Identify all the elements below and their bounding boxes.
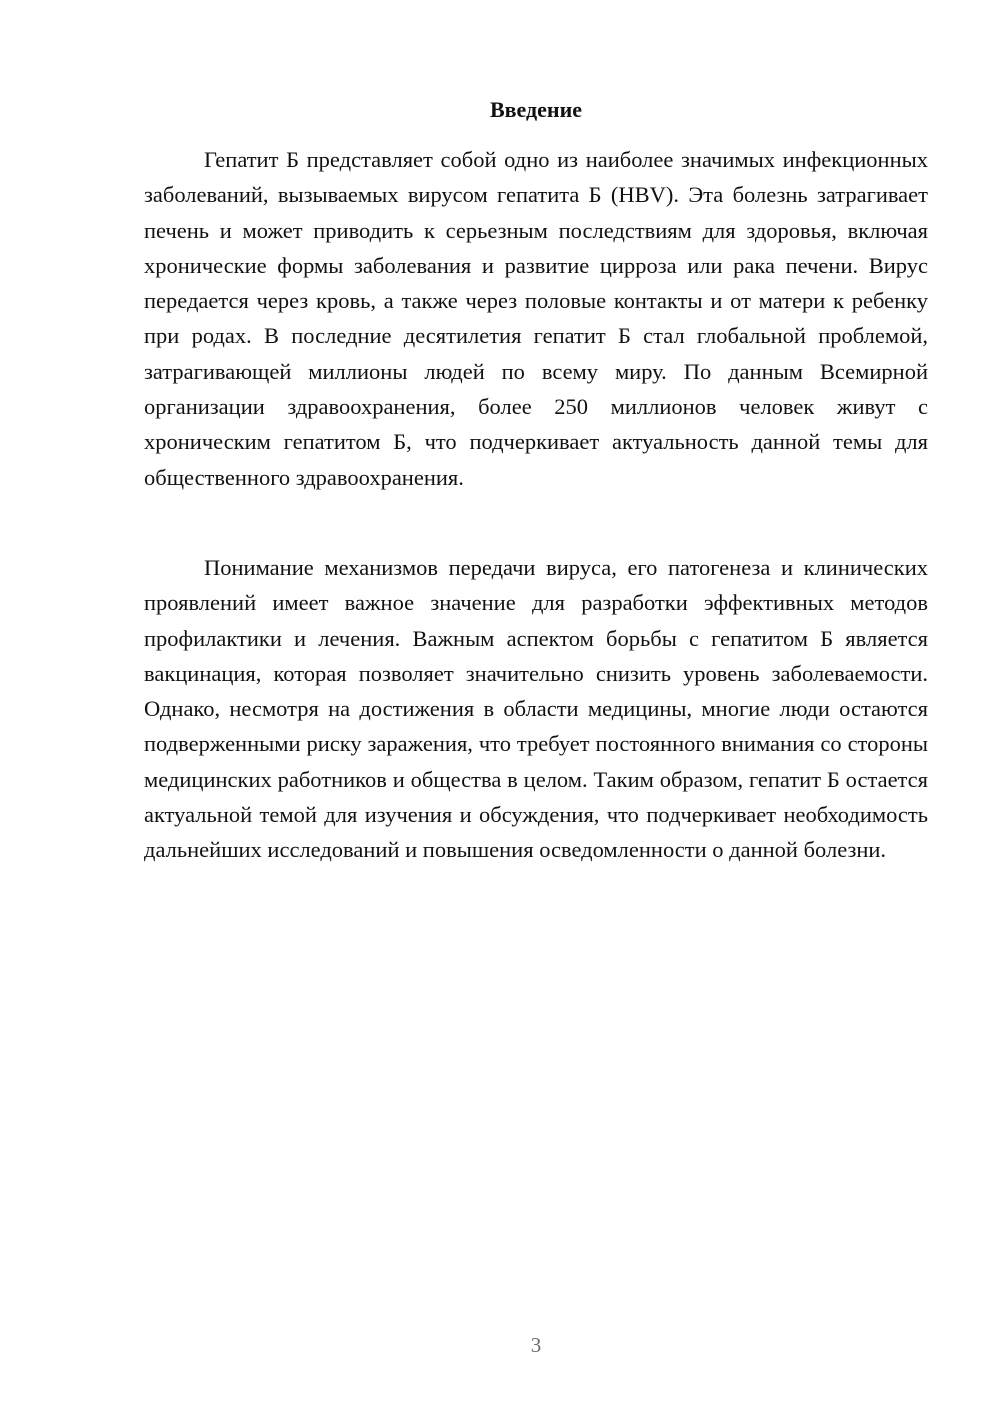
paragraph-2: Понимание механизмов передачи вируса, его патогенеза и клинических проявлений имеет важное значение для разработки эффективных методов профилактики и лечения. Важным аспектом борьбы с гепатитом Б является вакцинация, которая позволяет значительно снизить уровень заболеваемости. Однако, несмотря на достижения в области медицины, многие люди остаются подверженными риску заражения, что требует постоянного внимания со стороны медицинских работников и общества в целом. Таким образом, гепатит Б остается актуальной темой для изучения и обсуждения, что подчеркивает необходимость дальнейших исследований и повышения осведомленности о данной болезни. — [144, 555, 928, 863]
page-number: 3 — [530, 1333, 542, 1357]
section-heading-container — [144, 95, 928, 125]
section-heading: Введение — [489, 97, 583, 122]
paragraph-1: Гепатит Б представляет собой одно из наиболее значимых инфекционных заболеваний, вызываемых вирусом гепатита Б (HBV). Эта болезнь затрагивает печень и может приводить к серьезным последствиям для здоровья, включая хронические формы заболевания и развитие цирроза или рака печени. Вирус передается через кровь, а также через половые контакты и от матери к ребенку при родах. В последние десятилетия гепатит Б стал глобальной проблемой, затрагивающей миллионы людей по всему миру. По данным Всемирной организации здравоохранения, более 250 миллионов человек живут с хроническим гепатитом Б, что подчеркивает актуальность данной темы для общественного здравоохранения. — [144, 147, 928, 490]
